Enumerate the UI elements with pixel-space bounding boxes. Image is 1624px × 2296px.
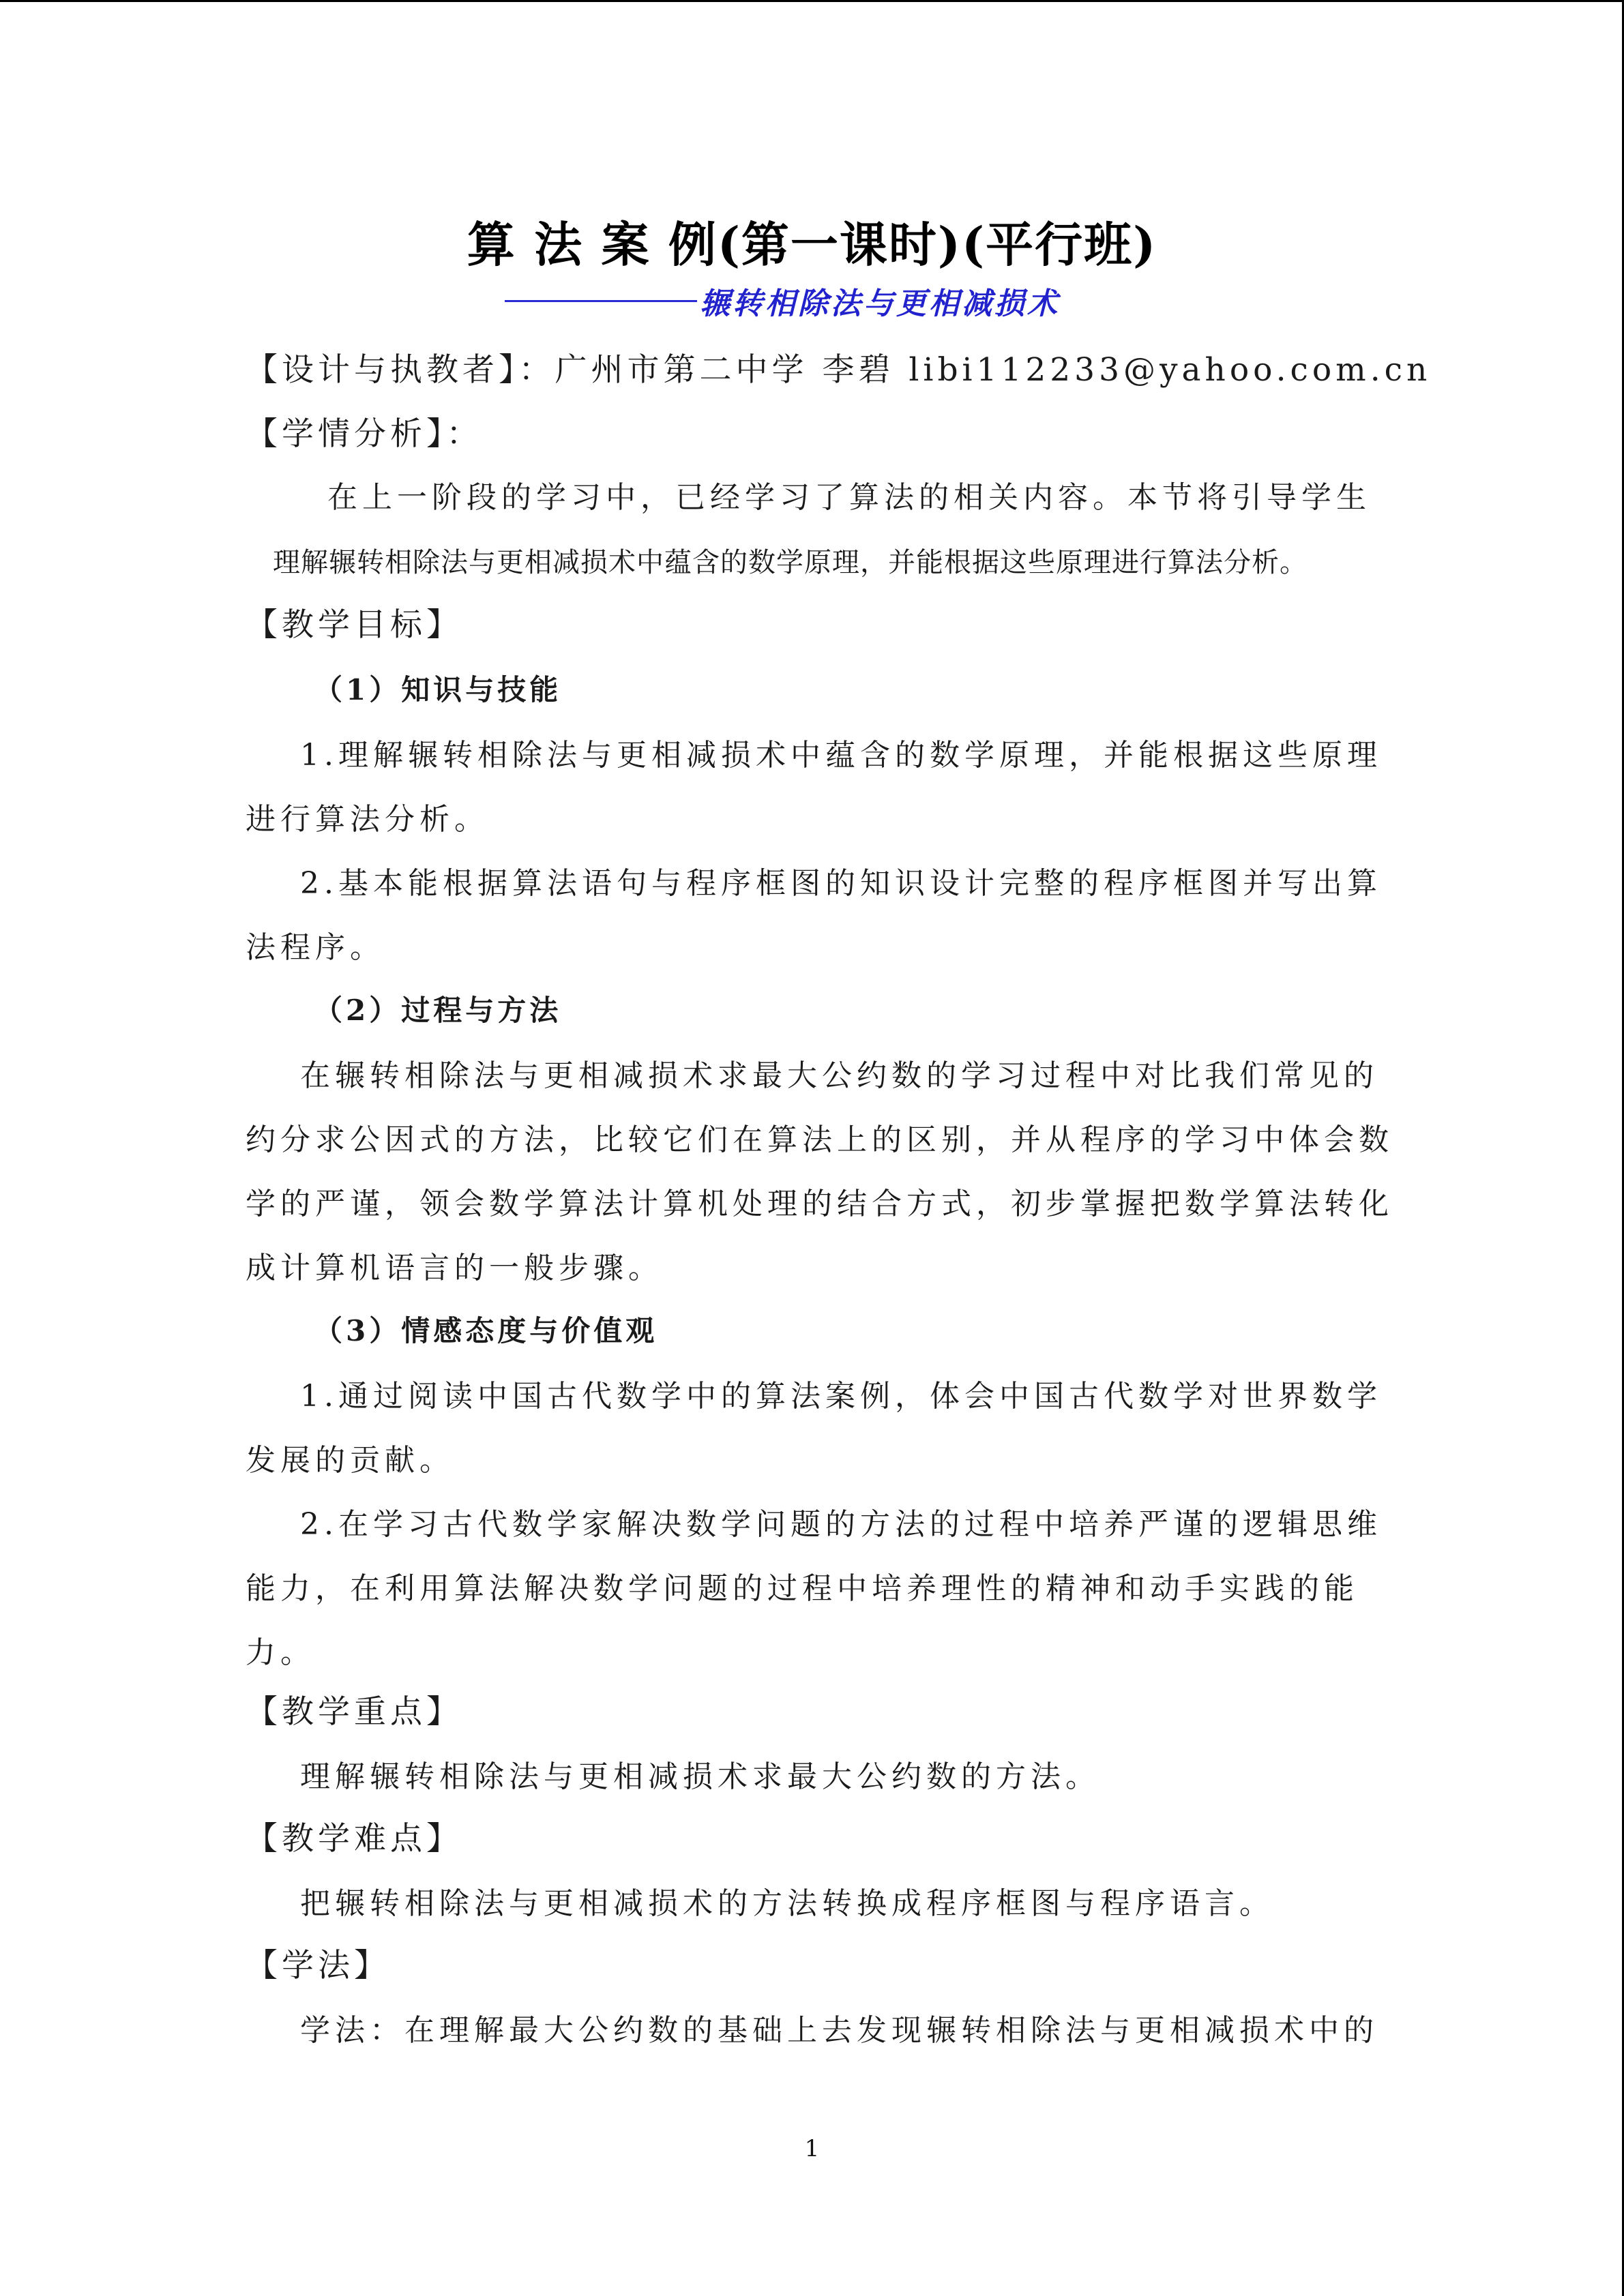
goal2-paragraph-line-4: 成计算机语言的一般步骤。 xyxy=(246,1251,663,1285)
goal2-heading: （2）过程与方法 xyxy=(314,994,562,1027)
goal3-item1-line-1: 1.通过阅读中国古代数学中的算法案例，体会中国古代数学对世界数学 xyxy=(300,1379,1382,1414)
goal2-paragraph-line-1: 在辗转相除法与更相减损术求最大公约数的学习过程中对比我们常见的 xyxy=(300,1058,1378,1093)
goal2-paragraph-line-2: 约分求公因式的方法，比较它们在算法上的区别，并从程序的学习中体会数 xyxy=(246,1122,1393,1157)
goal1-item2-line-1: 2.基本能根据算法语句与程序框图的知识设计完整的程序框图并写出算 xyxy=(300,866,1382,901)
goals-heading: 【教学目标】 xyxy=(246,606,462,644)
designer-line: 【设计与执教者】：广州市第二中学 李碧 libi112233@yahoo.com.cn xyxy=(246,351,1432,389)
key-points-text: 理解辗转相除法与更相减损术求最大公约数的方法。 xyxy=(300,1759,1100,1794)
page-number: 1 xyxy=(804,2135,820,2162)
difficulty-text: 把辗转相除法与更相减损术的方法转换成程序框图与程序语言。 xyxy=(300,1886,1274,1921)
goal3-item2-line-1: 2.在学习古代数学家解决数学问题的方法的过程中培养严谨的逻辑思维 xyxy=(300,1507,1382,1542)
goal1-item2-line-2: 法程序。 xyxy=(246,930,385,965)
study-method-heading: 【学法】 xyxy=(246,1947,390,1984)
subtitle-dash xyxy=(505,300,697,302)
document-subtitle xyxy=(505,280,1160,321)
key-points-heading: 【教学重点】 xyxy=(246,1693,462,1731)
goal2-paragraph-line-3: 学的严谨，领会数学算法计算机处理的结合方式，初步掌握把数学算法转化 xyxy=(246,1187,1393,1221)
goal3-heading: （3）情感态度与价值观 xyxy=(314,1314,658,1347)
goal1-item1-line-1: 1.理解辗转相除法与更相减损术中蕴含的数学原理，并能根据这些原理 xyxy=(300,738,1382,773)
study-method-text: 学法：在理解最大公约数的基础上去发现辗转相除法与更相减损术中的 xyxy=(300,2013,1378,2048)
goal1-heading: （1）知识与技能 xyxy=(314,673,562,706)
goal3-item2-line-2: 能力，在利用算法解决数学问题的过程中培养理性的精神和动手实践的能 xyxy=(246,1571,1359,1606)
subtitle-text: 辗转相除法与更相减损术 xyxy=(700,286,1060,321)
goal3-item2-line-3: 力。 xyxy=(246,1635,315,1670)
analysis-heading: 【学情分析】： xyxy=(246,415,483,453)
goal1-item1-line-2: 进行算法分析。 xyxy=(246,802,489,837)
analysis-paragraph-line-1: 在上一阶段的学习中，已经学习了算法的相关内容。本节将引导学生 xyxy=(327,480,1371,515)
goal3-item1-line-2: 发展的贡献。 xyxy=(246,1443,454,1478)
analysis-paragraph-line-2: 理解辗转相除法与更相减损术中蕴含的数学原理，并能根据这些原理进行算法分析。 xyxy=(273,547,1308,578)
document-title: 算 法 案 例(第一课时)(平行班) xyxy=(467,216,1157,273)
difficulty-heading: 【教学难点】 xyxy=(246,1820,462,1858)
